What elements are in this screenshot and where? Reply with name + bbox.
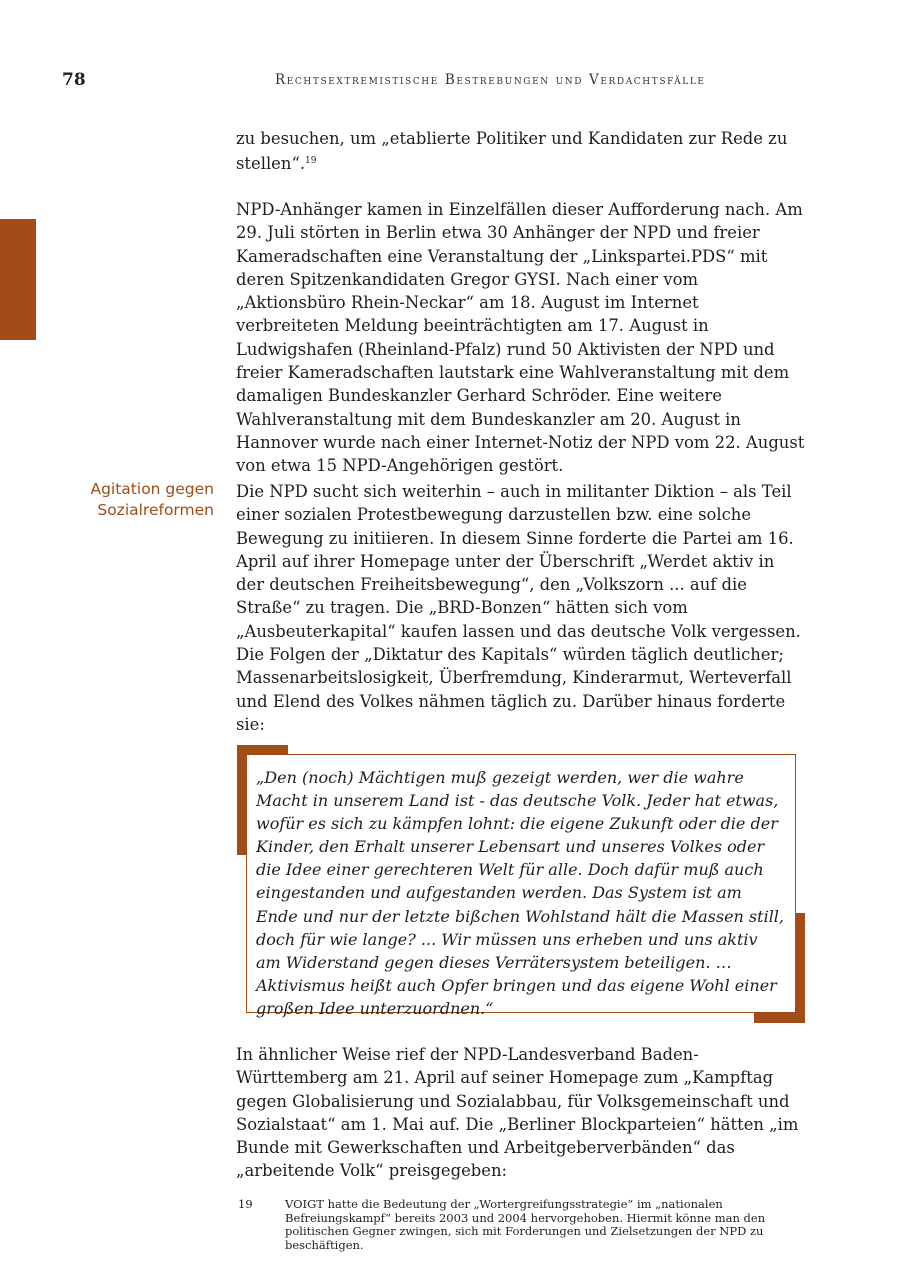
paragraph-continuation bbox=[236, 127, 806, 176]
block-quote: „Den (noch) Mächtigen muß gezeigt werden, wer die wahre Macht in unserem Land ist - das deutsche Volk. Jeder hat etwas, wofür es sich zu kämpfen lohnt: die eigene Zukunft oder die der Kinder, den Erhalt unserer Lebensart und unseres Volkes oder die Idee einer gerechteren Welt für alle. Doch dafür muß auch eingestanden und aufgestanden werden. Das System ist am Ende und nur der letzte bißchen Wohlstand hält die Massen still, doch für wie lange? ... Wir müssen uns erheben und uns aktiv am Widerstand gegen dieses Verrätersystem beteiligen. … Aktivismus heißt auch Opfer bringen und das eigene Wohl einer großen Idee unterzuordnen.“ bbox=[256, 768, 785, 1018]
paragraph-agitation: Die NPD sucht sich weiterhin – auch in militanter Diktion – als Teil einer sozialen Protestbewegung darzustellen bzw. eine solche Bewegung zu initiieren. In diesem Sinne forderte die Partei am 16. April auf ihrer Homepage unter der Überschrift „Werdet aktiv in der deutschen Freiheitsbewegung“, den „Volkszorn ... auf die Straße“ zu tragen. Die „BRD-Bonzen“ hätten sich vom „Ausbeuterkapital“ kaufen lassen und das deutsche Volk vergessen. Die Folgen der „Diktatur des Kapitals“ würden täglich deutlicher; Massenarbeitslosigkeit, Überfremdung, Kinderarmut, Werteverfall und Elend des Volkes nähmen täglich zu. Darüber hinaus forderte sie: bbox=[236, 482, 801, 734]
page-number: 78 bbox=[62, 70, 86, 90]
running-header: Rechtsextremistische Bestrebungen und Verdachtsfälle bbox=[275, 72, 706, 88]
footnote-number: 19 bbox=[238, 1197, 253, 1211]
footnote-reference: 19 bbox=[305, 156, 317, 167]
chapter-edge-tab bbox=[0, 219, 36, 340]
footnote-text: VOIGT hatte die Bedeutung der „Wortergreifungsstrategie“ im „nationalen Befreiungskampf“ bereits 2003 und 2004 hervorgehoben. Hiermit könne man den politischen Gegner zwingen, sich mit Forderungen und Zielsetzungen der NPD zu beschäftigen. bbox=[285, 1197, 766, 1252]
paragraph-disruptions: NPD-Anhänger kamen in Einzelfällen dieser Aufforderung nach. Am 29. Juli störten in Berlin etwa 30 Anhänger der NPD und freier Kameradschaften eine Veranstaltung der „Linkspartei.PDS“ mit deren Spitzenkandidaten Gregor GYSI. Nach einer vom „Aktionsbüro Rhein-Neckar“ am 18. August im Internet verbreiteten Meldung beeinträchtigten am 17. August in Ludwigshafen (Rheinland-Pfalz) rund 50 Aktivisten der NPD und freier Kameradschaften lautstark eine Wahlveranstaltung mit dem damaligen Bundeskanzler Gerhard Schröder. Eine weitere Wahlveranstaltung mit dem Bundeskanzler am 20. August in Hannover wurde nach einer Internet-Notiz der NPD vom 22. August von etwa 15 NPD-Angehörigen gestört. bbox=[236, 200, 805, 476]
paragraph-continuation-text: zu besuchen, um „etablierte Politiker und Kandidaten zur Rede zu stellen“. bbox=[236, 129, 788, 174]
side-heading: Agitation gegen Sozialreformen bbox=[90, 480, 214, 519]
paragraph-baden-wuerttemberg: In ähnlicher Weise rief der NPD-Landesverband Baden-Württemberg am 21. April auf seiner Homepage zum „Kampftag gegen Globalisierung und Sozialabbau, für Volksgemeinschaft und Sozialstaat“ am 1. Mai auf. Die „Berliner Blockparteien“ hätten „im Bunde mit Gewerkschaften und Arbeitgeberverbänden“ das „arbeitende Volk“ preisgegeben: bbox=[236, 1045, 799, 1181]
